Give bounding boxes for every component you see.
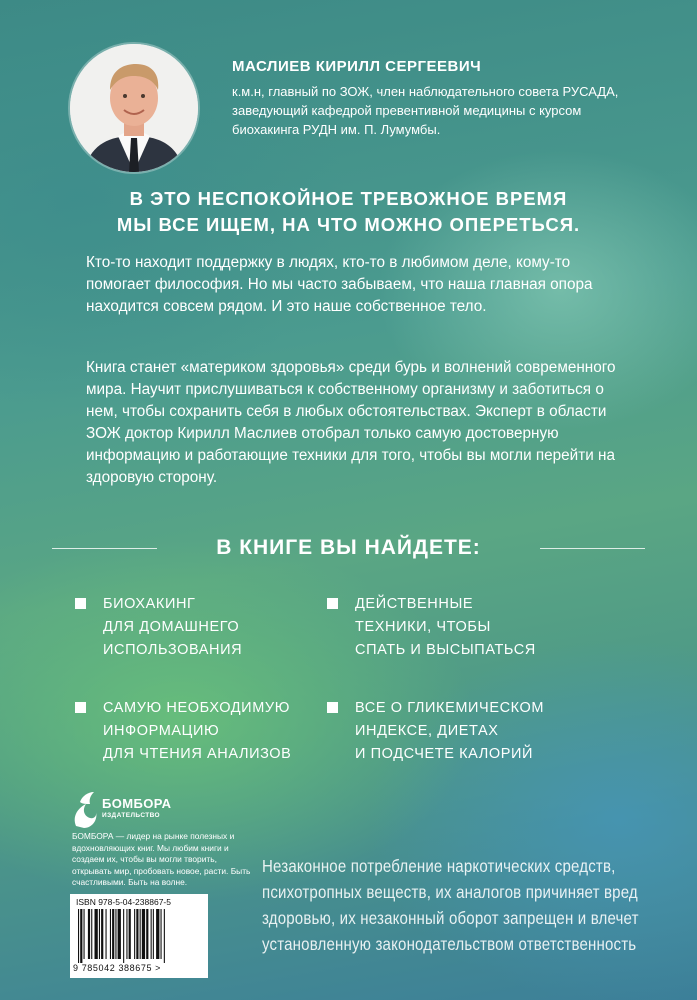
barcode-bar — [161, 909, 162, 959]
barcode-bar — [134, 909, 135, 959]
barcode-bar — [91, 909, 92, 959]
barcode-bar — [99, 909, 100, 959]
barcode-bar — [112, 909, 114, 959]
barcode-bar — [142, 909, 145, 959]
barcode-bars — [76, 909, 202, 963]
isbn-label: ISBN 978-5-04-238867-5 — [76, 897, 171, 907]
feature-line: ИНФОРМАЦИЮ — [103, 723, 220, 739]
divider-right — [540, 548, 645, 549]
barcode-bar — [106, 909, 107, 959]
bombora-wave-icon — [72, 790, 98, 828]
publisher-logo-subtitle: ИЗДАТЕЛЬСТВО — [102, 812, 161, 819]
feature-line: ВСЕ О ГЛИКЕМИЧЕСКОМ — [355, 700, 545, 716]
barcode-bar — [88, 909, 90, 959]
feature-line: ДЕЙСТВЕННЫЕ — [355, 596, 474, 612]
barcode-bar — [151, 909, 152, 959]
barcode-bar — [156, 909, 159, 959]
barcode-number: 9 785042 388675 > — [73, 963, 162, 973]
barcode-bar — [140, 909, 141, 959]
barcode-bar — [80, 909, 82, 963]
paragraph-1: Кто-то находит поддержку в людях, кто-то в любимом деле, кому-то помогает философия. Но мы часто забываем, что наша главная опора находится совсем рядом. И это наше собственное тело. — [86, 254, 593, 315]
barcode-bar — [78, 909, 79, 963]
barcode-bar — [164, 909, 165, 963]
barcode-bar — [118, 909, 121, 959]
feature-line: САМУЮ НЕОБХОДИМУЮ — [103, 700, 290, 716]
square-bullet-icon — [75, 598, 86, 609]
barcode-bar — [123, 909, 124, 963]
author-photo — [70, 44, 198, 172]
feature-line: ИСПОЛЬЗОВАНИЯ — [103, 642, 243, 658]
barcode-bar — [146, 909, 148, 959]
feature-line: ТЕХНИКИ, ЧТОБЫ — [355, 619, 491, 635]
square-bullet-icon — [75, 702, 86, 713]
publisher-logo-name: БОМБОРА — [102, 796, 172, 811]
square-bullet-icon — [327, 702, 338, 713]
barcode-bar — [110, 909, 111, 959]
barcode-bar — [115, 909, 116, 959]
feature-line: БИОХАКИНГ — [103, 596, 196, 612]
barcode-bar — [153, 909, 154, 959]
barcode — [70, 894, 208, 978]
feature-item — [103, 593, 333, 662]
barcode-bar — [129, 909, 131, 959]
features-heading — [0, 534, 697, 564]
feature-line: ДЛЯ ЧТЕНИЯ АНАЛИЗОВ — [103, 746, 292, 762]
feature-item — [103, 697, 333, 766]
barcode-bar — [84, 909, 85, 959]
paragraph-2: Книга станет «материком здоровья» среди бурь и волнений современного мира. Научит прислушиваться к собственному организму и заботиться о нем, чтобы сохранить себя в любых обстоятельствах. Эксперт в области ЗОЖ доктор Кирилл Маслиев отобрал только самую достоверную информацию и работающие техники для того, чтобы вы могли перейти на здоровую сторону. — [86, 359, 616, 486]
author-name: МАСЛИЕВ КИРИЛЛ СЕРГЕЕВИЧ — [232, 58, 482, 75]
headline — [0, 186, 697, 238]
publisher-description: БОМБОРА — лидер на рынке полезных и вдохновляющих книг. Мы любим книги и создаем их, чтобы вы могли творить, открывать мир, пробовать новое, расти. Быть счастливыми. Быть на волне. — [72, 831, 251, 888]
publisher-logo — [72, 788, 192, 828]
legal-warning: Незаконное потребление наркотических средств, психотропных веществ, их аналогов причиняет вред здоровью, их незаконный оборот запрещен и влечет установленную законодательством ответственность — [262, 856, 639, 954]
feature-line: ДЛЯ ДОМАШНЕГО — [103, 619, 240, 635]
headline-line-2: МЫ ВСЕ ИЩЕМ, НА ЧТО МОЖНО ОПЕРЕТЬСЯ. — [116, 214, 581, 235]
feature-line: ИНДЕКСЕ, ДИЕТАХ — [355, 723, 499, 739]
feature-item — [355, 593, 585, 662]
barcode-bar — [136, 909, 138, 959]
barcode-bar — [95, 909, 98, 959]
headline-line-1: В ЭТО НЕСПОКОЙНОЕ ТРЕВОЖНОЕ ВРЕМЯ — [129, 188, 568, 209]
author-bio: к.м.н, главный по ЗОЖ, член наблюдательного совета РУСАДА, заведующий кафедрой превентивной медицины с курсом биохакинга РУДН им. П. Лумумбы. — [232, 84, 619, 137]
barcode-bar — [101, 909, 103, 959]
square-bullet-icon — [327, 598, 338, 609]
feature-item — [355, 697, 585, 766]
feature-line: И ПОДСЧЕТЕ КАЛОРИЙ — [355, 746, 534, 762]
feature-line: СПАТЬ И ВЫСЫПАТЬСЯ — [355, 642, 536, 658]
barcode-bar — [126, 909, 127, 959]
features-title: В КНИГЕ ВЫ НАЙДЕТЕ: — [216, 536, 481, 559]
